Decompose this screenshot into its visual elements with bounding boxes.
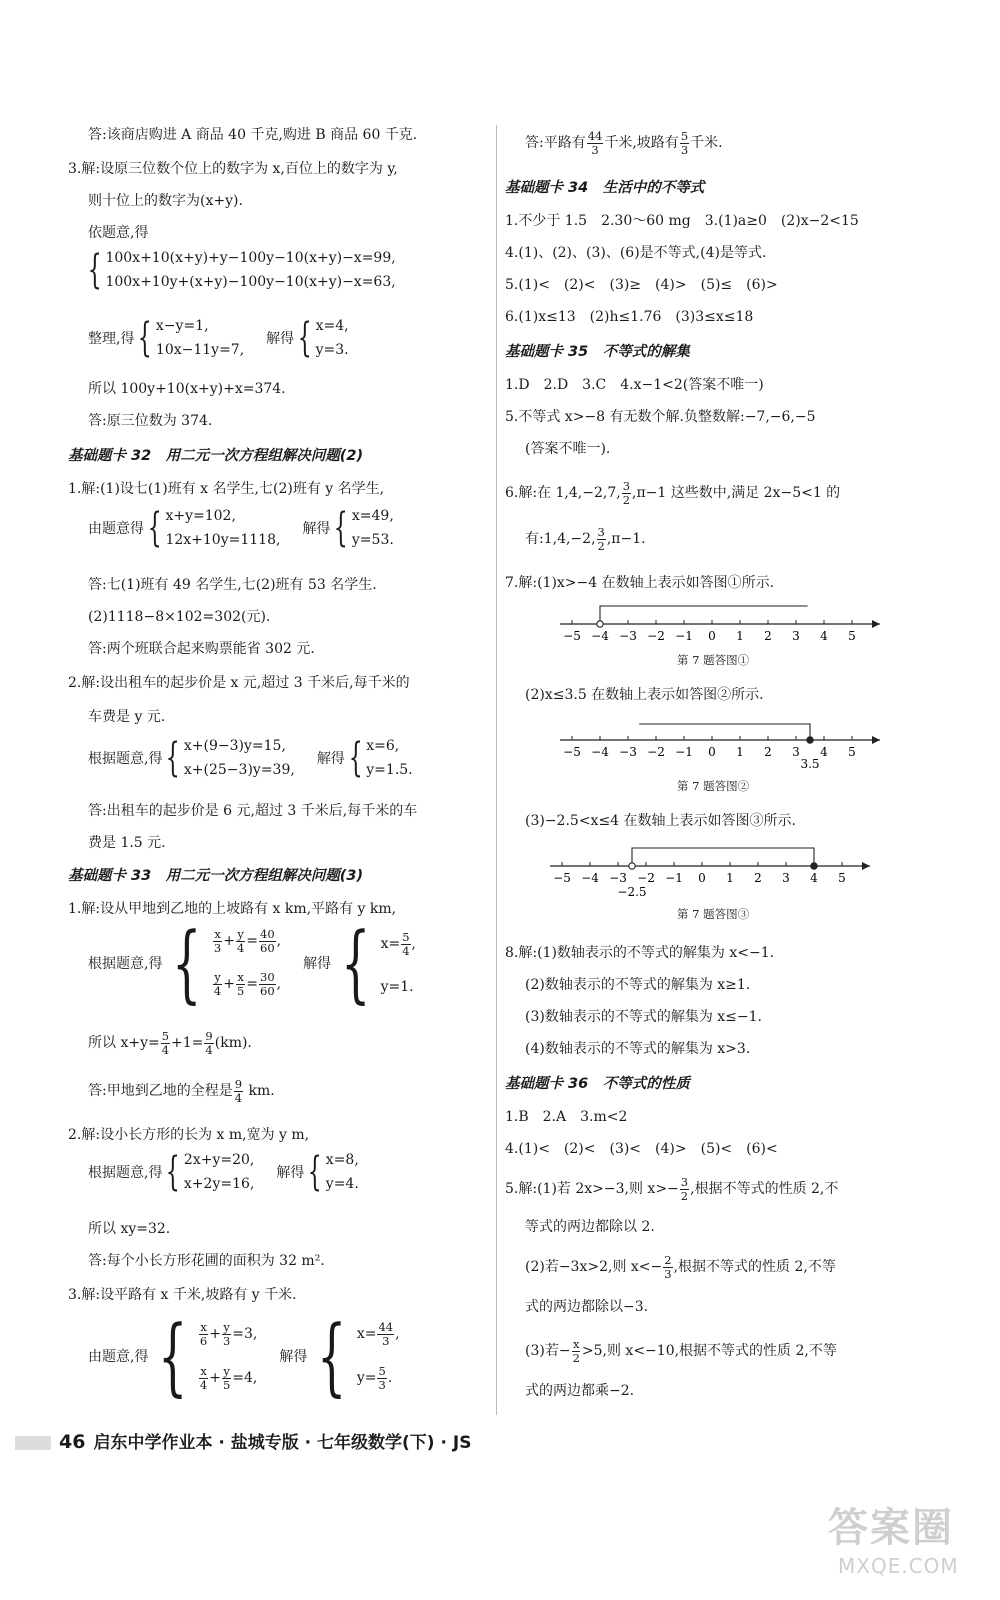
- answer-line: 费是 1.5 元.: [88, 835, 166, 851]
- solution-line: 所以 x+y= $\frac{5}{4}$ +1= $\frac{9}{4}$ (km).: [88, 1029, 252, 1057]
- solution-line: 5.解:(1)若 2x>−3,则 x>− $\frac{3}{2}$ ,根据不等式的性质 2,不: [505, 1175, 839, 1203]
- section-heading-32: 基础题卡 32 用二元一次方程组解决问题(2): [68, 448, 364, 464]
- tick-label: −1: [675, 629, 693, 643]
- answer-line: 答:两个班联合起来购票能省 302 元.: [88, 641, 315, 657]
- tick-label: −4: [591, 745, 609, 759]
- endpoint-a: [629, 863, 635, 869]
- axis-arrow: [872, 620, 880, 628]
- tick-label: −2: [647, 745, 665, 759]
- solution-line: 则十位上的数字为(x+y).: [88, 193, 243, 209]
- number-line-1: [560, 600, 890, 649]
- equation-system: 根据题意,得 { $\frac{x}{3}$ + $\frac{y}{4}$ = $\frac{40}{60}$ , $\frac{y}{4}$ + $\frac{x}{5}$ = $\frac{30}{60}$ , 解得 { x= $\frac{5}{4}$ , y=1.: [88, 914, 416, 1012]
- tick-label: 3: [792, 629, 800, 643]
- tick-label: 3: [782, 871, 790, 885]
- figure-caption: 第 7 题答图①: [677, 653, 750, 667]
- solution-line: 8.解:(1)数轴表示的不等式的解集为 x<−1.: [505, 945, 775, 961]
- tick-label: 5: [838, 871, 846, 885]
- answer-line: 答:甲地到乙地的全程是 $\frac{9}{4}$ km.: [88, 1077, 275, 1105]
- tick-label: 0: [708, 629, 716, 643]
- tick-label: 1: [736, 629, 744, 643]
- tick-label: 4: [810, 871, 818, 885]
- number-line-3: [550, 842, 880, 898]
- tick-label: 4: [820, 745, 828, 759]
- equation: 100x+10(x+y)+y−100y−10(x+y)−x=99,: [105, 250, 396, 266]
- solution-line: 7.解:(1)x>−4 在数轴上表示如答图①所示.: [505, 575, 775, 591]
- answer-line: 1.B 2.A 3.m<2: [505, 1109, 628, 1125]
- tick-label: −2: [637, 871, 655, 885]
- tick-label: −3: [619, 629, 637, 643]
- answer-line: 5.(1)< (2)< (3)≥ (4)> (5)≤ (6)>: [505, 277, 778, 293]
- solution-range: [632, 848, 814, 866]
- solution-line: (2)x≤3.5 在数轴上表示如答图②所示.: [525, 687, 764, 703]
- solution-line: 所以 xy=32.: [88, 1221, 171, 1237]
- tick-label: −4: [591, 629, 609, 643]
- answer-line: 答:每个小长方形花圃的面积为 32 m².: [88, 1253, 325, 1269]
- section-heading-34: 基础题卡 34 生活中的不等式: [505, 180, 705, 196]
- tick-label: −3: [609, 871, 627, 885]
- solution-line: 1.解:(1)设七(1)班有 x 名学生,七(2)班有 y 名学生,: [68, 481, 385, 497]
- solution-line: (2)若−3x>2,则 x<− $\frac{2}{3}$ ,根据不等式的性质 2,不等: [525, 1253, 836, 1281]
- tick-label: 2: [764, 745, 772, 759]
- tick-label: 2: [754, 871, 762, 885]
- tick-label: −1: [675, 745, 693, 759]
- tick-label: −5: [553, 871, 571, 885]
- page-number: 46: [59, 1431, 86, 1453]
- solution-line: (2)数轴表示的不等式的解集为 x≥1.: [525, 977, 751, 993]
- answer-line: 6.(1)x≤13 (2)h≤1.76 (3)3≤x≤18: [505, 309, 754, 325]
- answer-line: 答:该商店购进 A 商品 40 千克,购进 B 商品 60 千克.: [88, 127, 418, 143]
- answer-line: (答案不唯一).: [525, 441, 611, 457]
- tick-label: −5: [563, 629, 581, 643]
- solution-line: 式的两边都除以−3.: [525, 1299, 649, 1315]
- tick-label: −5: [563, 745, 581, 759]
- solution-line: (3)若− $\frac{x}{2}$ >5,则 x<−10,根据不等式的性质 2,不等: [525, 1337, 837, 1365]
- tick-label: −2: [647, 629, 665, 643]
- solution-line: 有:1,4,−2, $\frac{3}{2}$ ,π−1.: [525, 525, 646, 553]
- equation-system: 整理,得 { x−y=1, 10x−11y=7, 解得 { x=4, y=3.: [88, 315, 349, 361]
- solution-line: (2)1118−8×102=302(元).: [88, 609, 271, 625]
- answer-line: 答:七(1)班有 49 名学生,七(2)班有 53 名学生.: [88, 577, 377, 593]
- solution-line: 所以 100y+10(x+y)+x=374.: [88, 381, 286, 397]
- answer-line: 答:平路有 $\frac{44}{3}$ 千米,坡路有 $\frac{5}{3}$ 千米.: [525, 129, 723, 157]
- axis-arrow: [872, 736, 880, 744]
- column-divider: [496, 125, 497, 1415]
- solution-line: 式的两边都乘−2.: [525, 1383, 635, 1399]
- solution-range: [600, 606, 808, 624]
- answer-line: 4.(1)、(2)、(3)、(6)是不等式,(4)是等式.: [505, 245, 767, 261]
- solution-line: 6.解:在 1,4,−2,7, $\frac{3}{2}$ ,π−1 这些数中,满足 2x−5<1 的: [505, 479, 841, 507]
- answer-line: 4.(1)< (2)< (3)< (4)> (5)< (6)<: [505, 1141, 778, 1157]
- solution-line: (4)数轴表示的不等式的解集为 x>3.: [525, 1041, 751, 1057]
- solution-line: (3)数轴表示的不等式的解集为 x≤−1.: [525, 1009, 762, 1025]
- figure-caption: 第 7 题答图②: [677, 779, 750, 793]
- tick-label: −3: [619, 745, 637, 759]
- tick-label: 0: [708, 745, 716, 759]
- figure-caption: 第 7 题答图③: [677, 907, 750, 921]
- tick-label: 4: [820, 629, 828, 643]
- endpoint-label: −2.5: [617, 885, 647, 899]
- tick-label: −4: [581, 871, 599, 885]
- endpoint-a: [597, 621, 603, 627]
- tick-label: −1: [665, 871, 683, 885]
- watermark-logo: 答案圈 MXQE.COM: [828, 1505, 959, 1578]
- solution-line: 1.解:设从甲地到乙地的上坡路有 x km,平路有 y km,: [68, 901, 397, 917]
- solution-line: 依题意,得: [88, 225, 149, 241]
- axis-arrow: [862, 862, 870, 870]
- section-heading-35: 基础题卡 35 不等式的解集: [505, 344, 690, 360]
- answer-line: 1.D 2.D 3.C 4.x−1<2(答案不唯一): [505, 377, 764, 393]
- solution-line: (3)−2.5<x≤4 在数轴上表示如答图③所示.: [525, 813, 796, 829]
- tick-label: 1: [736, 745, 744, 759]
- equation-system: 根据题意,得 { 2x+y=20, x+2y=16, 解得 { x=8, y=4.: [88, 1149, 359, 1195]
- answer-line: 答:原三位数为 374.: [88, 413, 213, 429]
- tick-label: 1: [726, 871, 734, 885]
- solution-range: [639, 724, 810, 740]
- equation: 100x+10y+(x+y)−100y−10(x+y)−x=63,: [105, 274, 396, 290]
- footer-tag: [15, 1436, 51, 1450]
- equation-system: 由题意,得 { $\frac{x}{6}$ + $\frac{y}{3}$ =3, $\frac{x}{4}$ + $\frac{y}{5}$ =4, 解得 { x= $\frac{44}{3}$ , y= $\frac{5}{3}$ .: [88, 1307, 400, 1405]
- section-heading-33: 基础题卡 33 用二元一次方程组解决问题(3): [68, 868, 364, 884]
- tick-label: 5: [848, 745, 856, 759]
- section-heading-36: 基础题卡 36 不等式的性质: [505, 1076, 690, 1092]
- tick-label: 5: [848, 629, 856, 643]
- endpoint-b: [811, 863, 817, 869]
- number-line-2: [560, 718, 890, 774]
- book-title: 启东中学作业本 · 盐城专版 · 七年级数学(下) · JS: [93, 1433, 472, 1453]
- solution-line: 等式的两边都除以 2.: [525, 1219, 655, 1235]
- answer-line: 答:出租车的起步价是 6 元,超过 3 千米后,每千米的车: [88, 803, 418, 819]
- equation-system: { 100x+10(x+y)+y−100y−10(x+y)−x=99, 100x+10y+(x+y)−100y−10(x+y)−x=63,: [87, 247, 396, 293]
- solution-line: 2.解:设出租车的起步价是 x 元,超过 3 千米后,每千米的: [68, 675, 410, 691]
- endpoint-label: 3.5: [800, 757, 820, 771]
- page-footer: [15, 1428, 471, 1453]
- equation-system: 根据题意,得 { x+(9−3)y=15, x+(25−3)y=39, 解得 { x=6, y=1.5.: [88, 735, 413, 781]
- answer-line: 1.不少于 1.5 2.30～60 mg 3.(1)a≥0 (2)x−2<15: [505, 213, 859, 229]
- answer-line: 5.不等式 x>−8 有无数个解.负整数解:−7,−6,−5: [505, 409, 816, 425]
- solution-line: 3.解:设原三位数个位上的数字为 x,百位上的数字为 y,: [68, 161, 398, 177]
- solution-line: 2.解:设小长方形的长为 x m,宽为 y m,: [68, 1127, 310, 1143]
- solution-line: 车费是 y 元.: [88, 709, 166, 725]
- solution-line: 3.解:设平路有 x 千米,坡路有 y 千米.: [68, 1287, 297, 1303]
- equation-system: 由题意得 { x+y=102, 12x+10y=1118, 解得 { x=49, y=53.: [88, 505, 394, 551]
- tick-label: 0: [698, 871, 706, 885]
- tick-label: 3: [792, 745, 800, 759]
- tick-label: 2: [764, 629, 772, 643]
